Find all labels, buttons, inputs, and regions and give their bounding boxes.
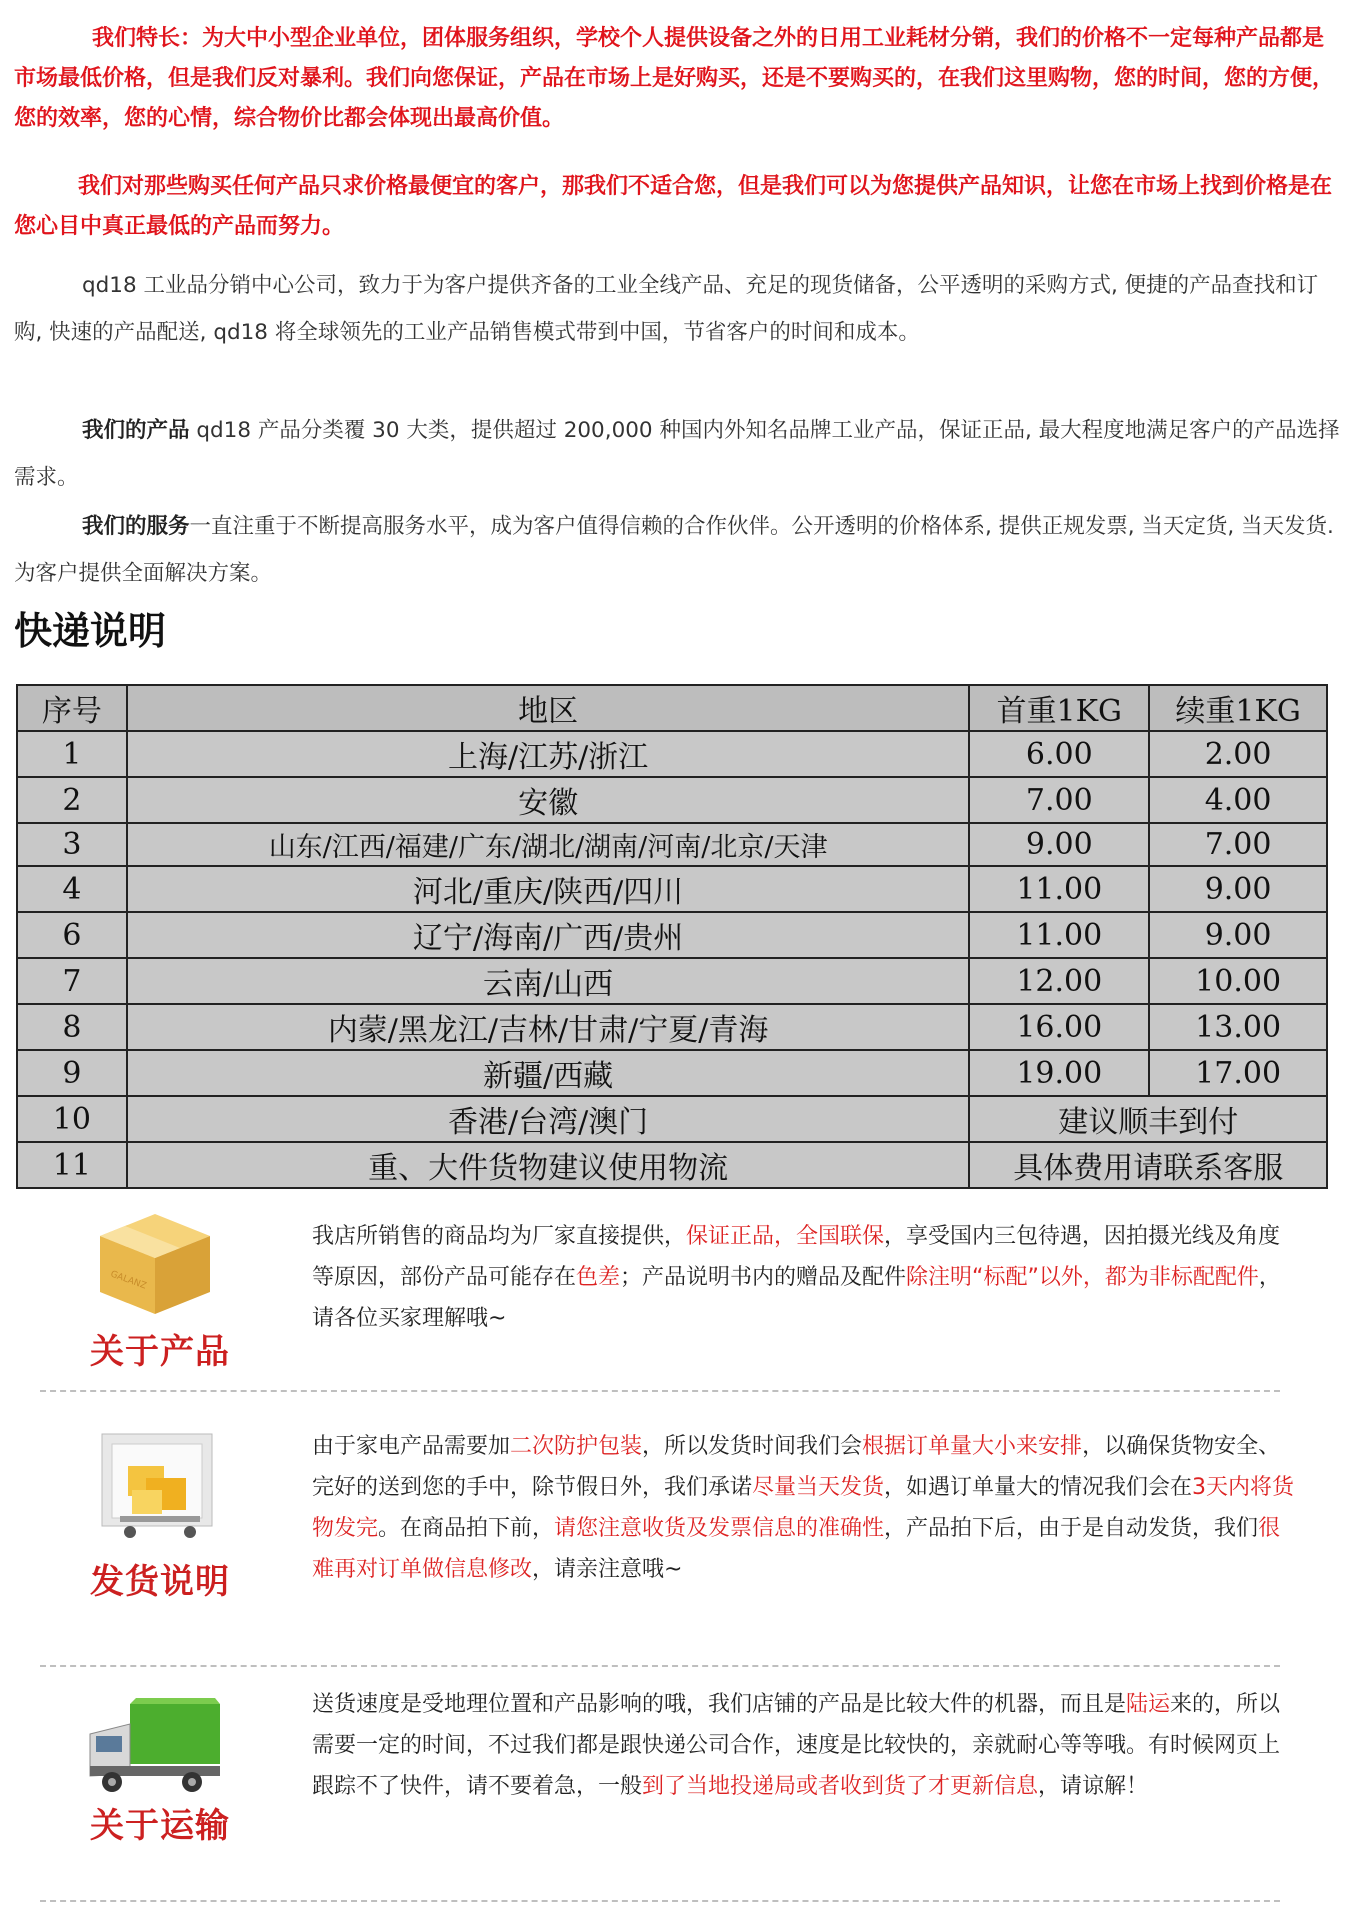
info-block-transport bbox=[80, 1684, 1280, 1904]
header-first-weight: 首重1KG bbox=[969, 685, 1149, 731]
text-segment: ，如遇订单量大的情况我们会在 bbox=[884, 1475, 1193, 1500]
cell-first-weight: 具体费用请联系客服 bbox=[969, 1142, 1327, 1188]
text-segment: ，请谅解！ bbox=[1038, 1774, 1149, 1799]
highlight-text: 色差 bbox=[576, 1265, 621, 1290]
table-header-row bbox=[17, 685, 1327, 731]
table-row bbox=[17, 777, 1327, 823]
cell-index: 3 bbox=[17, 823, 127, 866]
svg-text:GALANZ: GALANZ bbox=[108, 1269, 148, 1292]
package-cart-icon bbox=[80, 1428, 250, 1552]
cell-continued-weight: 7.00 bbox=[1149, 823, 1327, 866]
divider bbox=[40, 1900, 1280, 1902]
block-text-shipping bbox=[312, 1426, 1297, 1590]
divider bbox=[40, 1665, 1280, 1667]
highlight-text: 到了当地投递局或者收到货了才更新信息 bbox=[642, 1774, 1039, 1799]
table-row bbox=[17, 823, 1327, 866]
cell-index: 8 bbox=[17, 1004, 127, 1050]
cell-region: 新疆/西藏 bbox=[127, 1050, 970, 1096]
highlight-text: 尽量当天发货 bbox=[752, 1475, 885, 1500]
cell-first-weight: 11.00 bbox=[969, 866, 1149, 912]
cell-continued-weight: 9.00 bbox=[1149, 866, 1327, 912]
cell-first-weight: 6.00 bbox=[969, 731, 1149, 777]
cell-index: 11 bbox=[17, 1142, 127, 1188]
cell-region: 河北/重庆/陕西/四川 bbox=[127, 866, 970, 912]
block-text-product bbox=[312, 1216, 1297, 1339]
highlight-text: 请您注意收货及发票信息的准确性 bbox=[554, 1516, 885, 1541]
cell-region: 云南/山西 bbox=[127, 958, 970, 1004]
shipping-rate-table bbox=[16, 684, 1328, 1189]
cell-first-weight: 16.00 bbox=[969, 1004, 1149, 1050]
cell-region: 香港/台湾/澳门 bbox=[127, 1096, 970, 1142]
table-row bbox=[17, 1050, 1327, 1096]
text-segment: 由于家电产品需要加 bbox=[312, 1434, 511, 1459]
cell-continued-weight: 2.00 bbox=[1149, 731, 1327, 777]
cell-continued-weight: 13.00 bbox=[1149, 1004, 1327, 1050]
cell-continued-weight: 9.00 bbox=[1149, 912, 1327, 958]
highlight-text: 二次防护包装 bbox=[510, 1434, 643, 1459]
cell-region: 内蒙/黑龙江/吉林/甘肃/宁夏/青海 bbox=[127, 1004, 970, 1050]
table-row bbox=[17, 912, 1327, 958]
cell-first-weight: 建议顺丰到付 bbox=[969, 1096, 1327, 1142]
cell-region: 山东/江西/福建/广东/湖北/湖南/河南/北京/天津 bbox=[127, 823, 970, 866]
header-index: 序号 bbox=[17, 685, 127, 731]
text-segment: 来的，所以需要一定的时间，不过我们都是跟快递公司合作，速度是比较快的，亲就耐心等等哦。有时候网页上跟踪不了快件，请不要着急，一般 bbox=[312, 1692, 1281, 1799]
cell-index: 6 bbox=[17, 912, 127, 958]
highlight-text: 保证正品，全国联保 bbox=[686, 1224, 885, 1249]
cell-continued-weight: 10.00 bbox=[1149, 958, 1327, 1004]
cell-first-weight: 11.00 bbox=[969, 912, 1149, 958]
cell-index: 2 bbox=[17, 777, 127, 823]
text-segment: ，享受国内三包待遇，因拍摄光线及角度等原因，部份产品可能存在 bbox=[312, 1224, 1281, 1290]
cell-first-weight: 9.00 bbox=[969, 823, 1149, 866]
cell-index: 7 bbox=[17, 958, 127, 1004]
cell-first-weight: 19.00 bbox=[969, 1050, 1149, 1096]
table-row bbox=[17, 731, 1327, 777]
table-row bbox=[17, 1004, 1327, 1050]
cell-region: 上海/江苏/浙江 bbox=[127, 731, 970, 777]
cell-index: 1 bbox=[17, 731, 127, 777]
cell-region: 重、大件货物建议使用物流 bbox=[127, 1142, 970, 1188]
intro-paragraph-products: 我们的产品 qd18 产品分类覆 30 大类，提供超过 200,000 种国内外知名品牌工业产品，保证正品, 最大程度地满足客户的产品选择需求。 bbox=[14, 418, 1340, 490]
highlight-text: 3天内将货物发完 bbox=[312, 1475, 1295, 1541]
highlight-text: 根据订单量大小来安排 bbox=[862, 1434, 1083, 1459]
text-segment: ，产品拍下后，由于是自动发货，我们 bbox=[884, 1516, 1259, 1541]
block-label-product: 关于产品 bbox=[90, 1332, 230, 1372]
cell-first-weight: 12.00 bbox=[969, 958, 1149, 1004]
highlight-text: 很难再对订单做信息修改 bbox=[312, 1516, 1281, 1582]
block-text-transport bbox=[312, 1684, 1297, 1807]
text-segment: ，请亲注意哦~ bbox=[532, 1557, 683, 1582]
info-block-product bbox=[80, 1196, 1280, 1396]
highlight-text: 除注明“标配”以外，都为非标配配件 bbox=[906, 1265, 1259, 1290]
table-row bbox=[17, 958, 1327, 1004]
intro-red-paragraph-2: 我们对那些购买任何产品只求价格最便宜的客户，那我们不适合您，但是我们可以为您提供产品知识，让您在市场上找到价格是在您心目中真正最低的产品而努力。 bbox=[14, 173, 1333, 239]
text-segment: 送货速度是受地理位置和产品影响的哦，我们店铺的产品是比较大件的机器，而且是 bbox=[312, 1692, 1127, 1717]
table-row bbox=[17, 1142, 1327, 1188]
text-segment: ，所以发货时间我们会 bbox=[642, 1434, 863, 1459]
header-region: 地区 bbox=[127, 685, 970, 731]
text-segment: ，请各位买家理解哦~ bbox=[312, 1265, 1281, 1331]
box-icon bbox=[80, 1196, 250, 1320]
cell-index: 4 bbox=[17, 866, 127, 912]
highlight-text: 陆运 bbox=[1126, 1692, 1171, 1717]
text-segment: ；产品说明书内的赠品及配件 bbox=[620, 1265, 907, 1290]
text-segment: 。在商品拍下前， bbox=[378, 1516, 555, 1541]
cell-region: 安徽 bbox=[127, 777, 970, 823]
divider bbox=[40, 1390, 1280, 1392]
cell-continued-weight: 17.00 bbox=[1149, 1050, 1327, 1096]
info-block-shipping bbox=[80, 1420, 1295, 1660]
block-label-shipping: 发货说明 bbox=[90, 1562, 230, 1602]
block-label-transport: 关于运输 bbox=[90, 1806, 230, 1846]
cell-region: 辽宁/海南/广西/贵州 bbox=[127, 912, 970, 958]
cell-first-weight: 7.00 bbox=[969, 777, 1149, 823]
header-continued-weight: 续重1KG bbox=[1149, 685, 1327, 731]
intro-red-paragraph-1: 我们特长：为大中小型企业单位，团体服务组织，学校个人提供设备之外的日用工业耗材分销，我们的价格不一定每种产品都是市场最低价格，但是我们反对暴利。我们向您保证，产品在市场上是好购买，还是不要购买的，在我们这里购物，您的时间，您的方便，您的效率，您的心情，综合物价比都会体现出最高价值。 bbox=[14, 25, 1335, 131]
cell-index: 10 bbox=[17, 1096, 127, 1142]
table-row bbox=[17, 866, 1327, 912]
cell-index: 9 bbox=[17, 1050, 127, 1096]
express-heading: 快递说明 bbox=[14, 609, 167, 653]
table-row bbox=[17, 1096, 1327, 1142]
intro-paragraph-service: 我们的服务一直注重于不断提高服务水平，成为客户值得信赖的合作伙伴。公开透明的价格体系, 提供正规发票, 当天定货, 当天发货.为客户提供全面解决方案。 bbox=[14, 514, 1334, 586]
text-segment: 我店所销售的商品均为厂家直接提供， bbox=[312, 1224, 687, 1249]
cell-continued-weight: 4.00 bbox=[1149, 777, 1327, 823]
text-segment: ，以确保货物安全、完好的送到您的手中，除节假日外，我们承诺 bbox=[312, 1434, 1281, 1500]
intro-paragraph-company: qd18 工业品分销中心公司，致力于为客户提供齐备的工业全线产品、充足的现货储备，公平透明的采购方式, 便捷的产品查找和订购, 快速的产品配送, qd18 将全球领先的工业产品销售模式带到中国，节省客户的时间和成本。 bbox=[14, 273, 1319, 345]
truck-icon bbox=[80, 1694, 250, 1808]
